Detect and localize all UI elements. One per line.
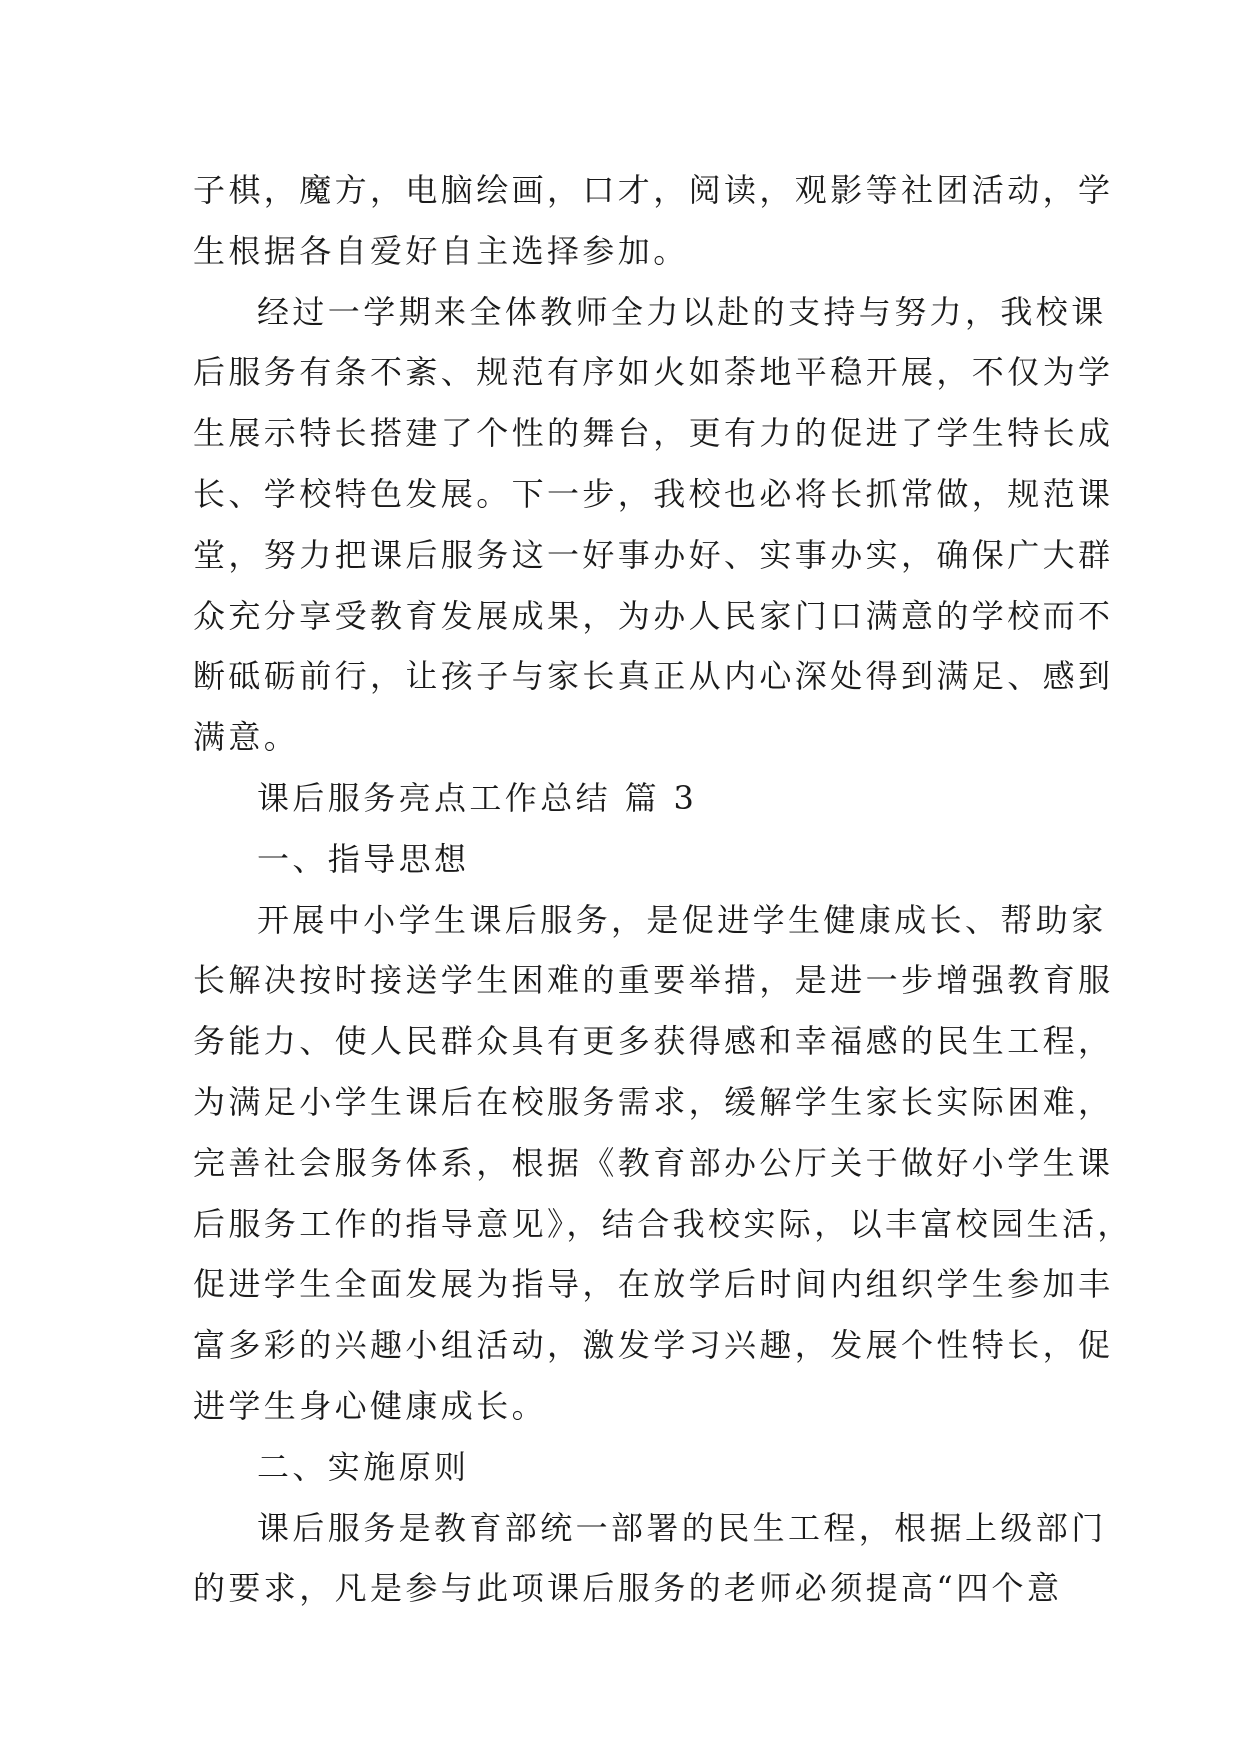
text-line: 堂，努力把课后服务这一好事办好、实事办实，确保广大群 bbox=[193, 535, 1114, 574]
text-line: 完善社会服务体系，根据《教育部办公厅关于做好小学生课 bbox=[193, 1143, 1114, 1182]
text-line: 断砥砺前行，让孩子与家长真正从内心深处得到满足、感到 bbox=[193, 657, 1114, 696]
text-line: 进学生身心健康成长。 bbox=[193, 1386, 548, 1425]
text-line: 开展中小学生课后服务，是促进学生健康成长、帮助家 bbox=[257, 900, 1107, 939]
text-line: 课后服务亮点工作总结 篇 3 bbox=[257, 778, 698, 817]
text-line: 子棋，魔方，电脑绘画，口才，阅读，观影等社团活动，学 bbox=[193, 171, 1114, 209]
text-line: 二、实施原则 bbox=[257, 1447, 470, 1486]
text-line: 的要求，凡是参与此项课后服务的老师必须提高“四个意 bbox=[193, 1569, 1063, 1608]
text-line: 满意。 bbox=[193, 718, 300, 757]
text-line: 务能力、使人民群众具有更多获得感和幸福感的民生工程， bbox=[193, 1022, 1114, 1061]
text-line: 富多彩的兴趣小组活动，激发学习兴趣，发展个性特长，促 bbox=[193, 1326, 1114, 1365]
text-line: 生根据各自爱好自主选择参加。 bbox=[193, 231, 689, 270]
text-line: 课后服务是教育部统一部署的民生工程，根据上级部门 bbox=[257, 1508, 1107, 1547]
text-line: 长解决按时接送学生困难的重要举措，是进一步增强教育服 bbox=[193, 961, 1114, 1000]
text-line: 为满足小学生课后在校服务需求，缓解学生家长实际困难， bbox=[193, 1082, 1114, 1121]
text-line: 后服务有条不紊、规范有序如火如荼地平稳开展，不仅为学 bbox=[193, 353, 1114, 392]
text-line: 促进学生全面发展为指导，在放学后时间内组织学生参加丰 bbox=[193, 1265, 1114, 1304]
text-line: 长、学校特色发展。下一步，我校也必将长抓常做，规范课 bbox=[193, 474, 1114, 513]
document-body-text bbox=[193, 160, 1133, 1619]
text-line: 经过一学期来全体教师全力以赴的支持与努力，我校课 bbox=[257, 292, 1107, 331]
text-line: 生展示特长搭建了个性的舞台，更有力的促进了学生特长成 bbox=[193, 414, 1114, 453]
text-line: 后服务工作的指导意见》，结合我校实际，以丰富校园生活， bbox=[193, 1204, 1133, 1243]
text-line: 一、指导思想 bbox=[257, 839, 470, 878]
text-line: 众充分享受教育发展成果，为办人民家门口满意的学校而不 bbox=[193, 596, 1114, 635]
